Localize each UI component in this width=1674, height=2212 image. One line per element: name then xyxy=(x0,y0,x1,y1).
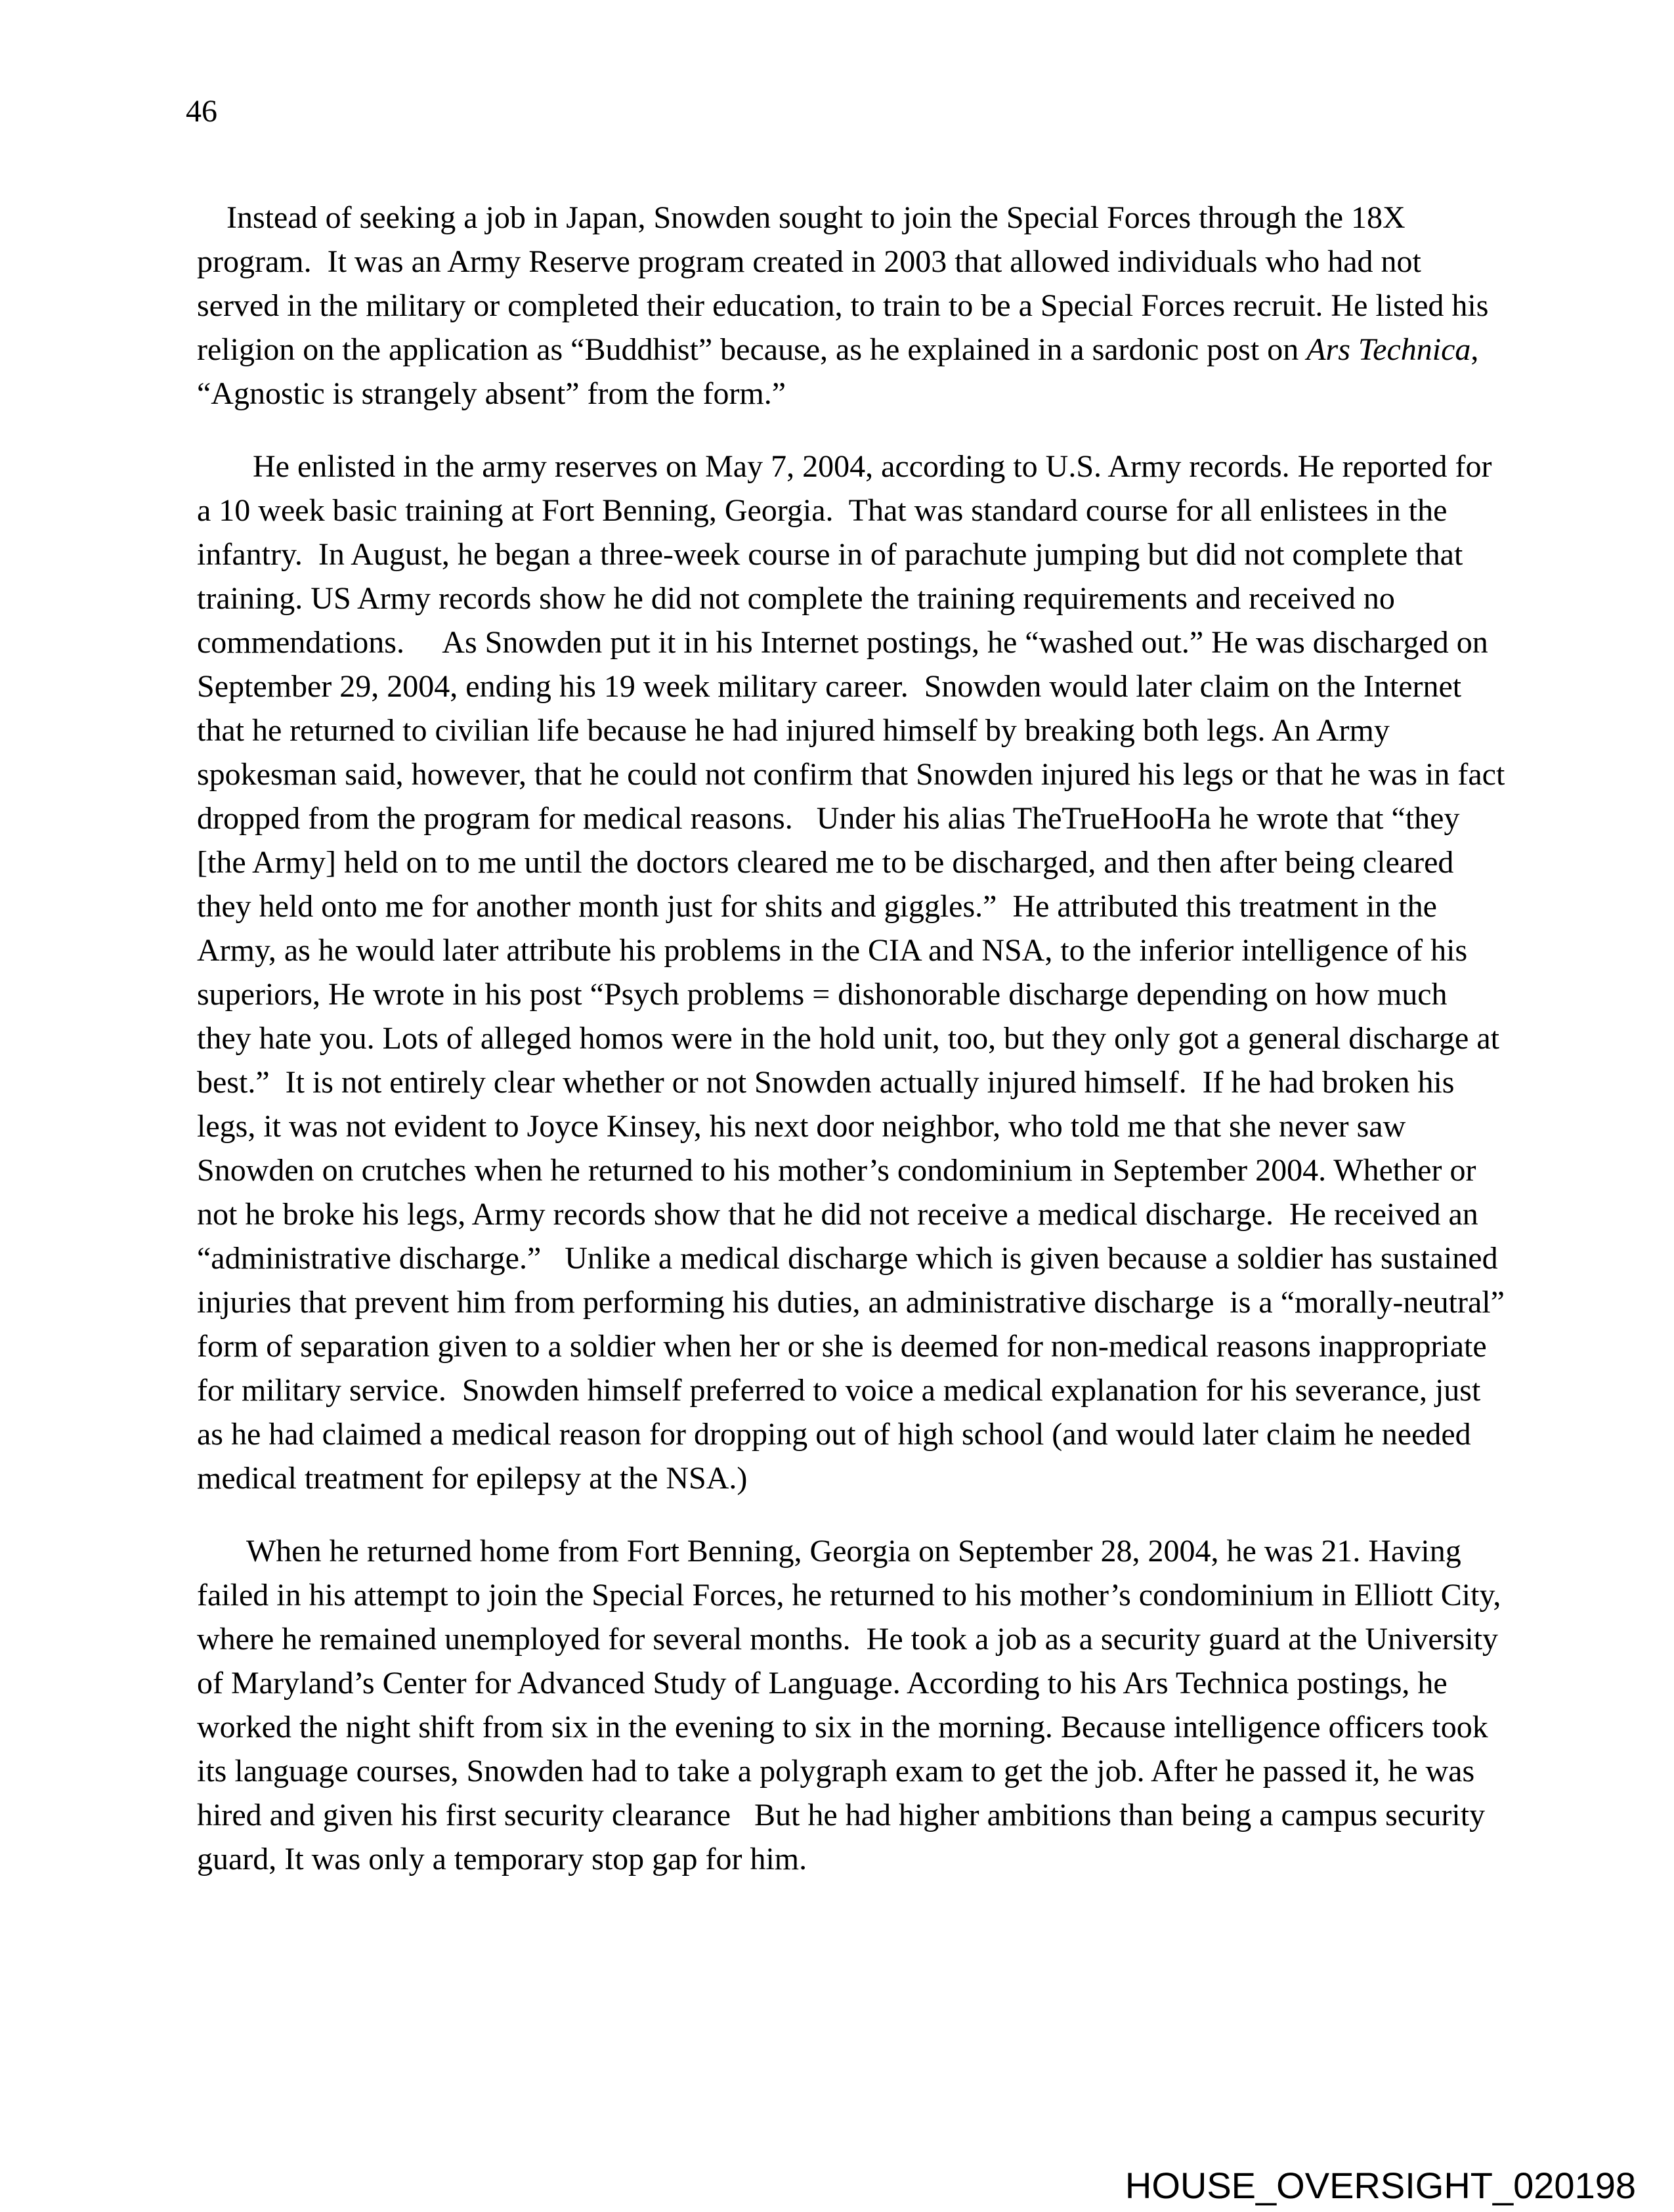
text-run: When he returned home from Fort Benning, Georgia on September 28, 2004, he was 21. Having failed in his attempt to join the Special Forces, he returned to his mother’s condominium in Elliott City, where he remained unemployed for several months. He took a job as a security guard at the University of Maryland’s Center for Advanced Study of Language. According to his Ars Technica postings, he worked the night shift from six in the evening to six in the morning. Because intelligence officers took its language courses, Snowden had to take a polygraph exam to get the job. After he passed it, he was hired and given his first security clearance But he had higher ambitions than being a campus security guard, It was only a temporary stop gap for him. xyxy=(197,1534,1509,1876)
paragraph-3 xyxy=(197,1529,1507,1881)
page-number: 46 xyxy=(186,94,217,129)
italic-text-run: Ars Technica xyxy=(1306,332,1471,367)
body-text xyxy=(197,196,1513,1910)
paragraph-2 xyxy=(197,445,1513,1500)
text-run: He enlisted in the army reserves on May 7, 2004, according to U.S. Army records. He reported for a 10 week basic training at Fort Benning, Georgia. That was standard course for all enlistees in the infantry. In August, he began a three-week course in of parachute jumping but did not complete that training. US Army records show he did not complete the training requirements and received no commendations. As Snowden put it in his Internet postings, he “washed out.” He was discharged on September 29, 2004, ending his 19 week military career. Snowden would later claim on the Internet that he returned to civilian life because he had injured himself by breaking both legs. An Army spokesman said, however, that he could not confirm that Snowden injured his legs or that he was in fact dropped from the program for medical reasons. Under his alias TheTrueHooHa he wrote that “they [the Army] held on to me until the doctors cleared me to be discharged, and then after being cleared they held onto me for another month just for shits and giggles.” He attributed this treatment in the Army, as he would later attribute his problems in the CIA and NSA, to the inferior intelligence of his superiors, He wrote in his post “Psych problems = dishonorable discharge depending on how much they hate you. Lots of alleged homos were in the hold unit, too, but they only got a general discharge at best.” It is not entirely clear whether or not Snowden actually injured himself. If he had broken his legs, it was not evident to Joyce Kinsey, his next door neighbor, who told me that she never saw Snowden on crutches when he returned to his mother’s condominium in September 2004. Whether or not he broke his legs, Army records show that he did not receive a medical discharge. He received an “administrative discharge.” Unlike a medical discharge which is given because a soldier has sustained injuries that prevent him from performing his duties, an administrative discharge is a “morally-neutral” form of separation given to a soldier when her or she is deemed for non-medical reasons inappropriate for military service. Snowden himself preferred to voice a medical explanation for his severance, just as he had claimed a medical reason for dropping out of high school (and would later claim he needed medical treatment for epilepsy at the NSA.) xyxy=(197,449,1513,1496)
bates-number: HOUSE_OVERSIGHT_020198 xyxy=(1125,2165,1636,2206)
text-run: Instead of seeking a job in Japan, Snowden sought to join the Special Forces through the 18X program. It was an Army Reserve program created in 2003 that allowed individuals who had not served in the military or completed their education, to train to be a Special Forces recruit. He listed his religion on the application as “Buddhist” because, as he explained in a sardonic post on xyxy=(197,200,1497,367)
paragraph-1 xyxy=(197,196,1507,416)
text-run: , “Agnostic is strangely absent” from the form.” xyxy=(197,332,1487,411)
